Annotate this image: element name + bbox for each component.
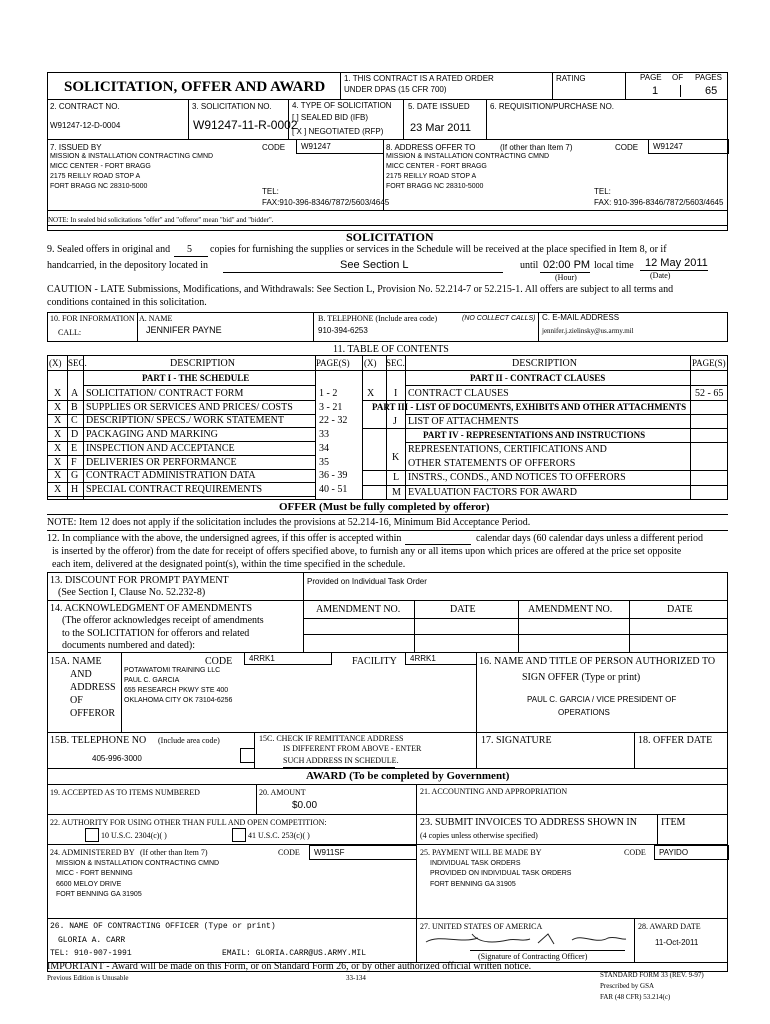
administered-line-1: MISSION & INSTALLATION CONTRACTING CMND [56,860,220,867]
toc-part-3: PART III - LIST OF DOCUMENTS, EXHIBITS AND OTHER ATTACHMENTS [372,402,687,412]
depository-location: See Section L [340,259,409,271]
stock-number: 33-134 [346,974,366,982]
contact-telephone: 910-394-6253 [318,326,368,335]
item16-label: 16. NAME AND TITLE OF PERSON AUTHORIZED TO [479,656,716,667]
info-label: 10. FOR INFORMATION [50,314,135,323]
negotiated-option: [ X ] NEGOTIATED (RFP) [292,127,384,136]
important-notice: IMPORTANT - Award will be made on this Form, or on Standard Form 26, or by other authorized official written notice. [47,961,532,972]
offer-to-line-2: MICC CENTER - FORT BRAGG [386,163,487,170]
item16-label-2: SIGN OFFER (Type or print) [522,672,641,683]
item15a-label: 15A. NAME [50,656,102,667]
award-heading: AWARD (To be completed by Government) [306,770,510,782]
contracting-officer-email: EMAIL: GLORIA.CARR@US.ARMY.MIL [222,949,367,958]
contact-name-label: A. NAME [139,314,173,323]
contracting-officer-signature [420,930,632,950]
toc-row-pages: 36 - 39 [319,470,348,481]
item15a-and: AND [70,669,92,680]
toc-row-pages: 40 - 51 [319,484,348,495]
toc-row-i-desc: CONTRACT CLAUSES [408,388,509,399]
offer-heading: OFFER (Must be fully completed by offeror) [279,501,490,513]
contact-name: JENNIFER PAYNE [146,325,222,335]
item25-label: 25. PAYMENT WILL BE MADE BY [420,848,542,857]
item18-label: 18. OFFER DATE [638,735,713,746]
contract-no-label: 2. CONTRACT NO. [50,102,120,111]
item15a-address: ADDRESS [70,682,116,693]
item12-note: NOTE: Item 12 does not apply if the solicitation includes the provisions at 52.214-16, Minimum Bid Acceptance Period. [47,517,531,528]
toc-row-desc: SPECIAL CONTRACT REQUIREMENTS [86,484,263,495]
toc-row-m-desc: EVALUATION FACTORS FOR AWARD [408,487,577,498]
email-label: C. E-MAIL ADDRESS [542,313,620,322]
item26-label: 26. NAME OF CONTRACTING OFFICER (Type or print) [50,922,276,931]
item9-copies: 5 [187,244,192,255]
issued-by-line-1: MISSION & INSTALLATION CONTRACTING CMND [50,153,214,160]
issued-by-line-2: MICC CENTER - FORT BRAGG [50,163,151,170]
item15c-label-3: SUCH ADDRESS IN SCHEDULE. [283,756,399,765]
item25-code-label: CODE [624,848,646,857]
offer-to-code: W91247 [648,139,729,154]
item15a-offeror: OFFEROR [70,708,116,719]
total-pages: 65 [705,85,718,97]
toc-heading: 11. TABLE OF CONTENTS [333,344,449,355]
facility-label: FACILITY [352,656,397,667]
toc-part-1: PART I - THE SCHEDULE [142,373,250,383]
offer-to-label: 8. ADDRESS OFFER TO [386,143,476,152]
item14-label: 14. ACKNOWLEDGMENT OF AMENDMENTS [50,603,253,614]
signer-title: OPERATIONS [558,708,610,717]
facility-code: 4RRK1 [405,652,477,665]
contracting-officer-name: GLORIA A. CARR [58,936,126,945]
item28-label: 28. AWARD DATE [638,922,701,931]
payment-line-3: FORT BENNING GA 31905 [430,881,516,888]
solicitation-heading: SOLICITATION [346,230,434,244]
item22-label: 22. AUTHORITY FOR USING OTHER THAN FULL AND OPEN COMPETITION: [50,818,327,827]
far-reference: FAR (48 CFR) 53.214(c) [600,993,671,1001]
item9-text-b: copies for furnishing the supplies or services in the Schedule will be received at the place specified in Item 8, or if [210,244,667,255]
toc-row-j-desc: LIST OF ATTACHMENTS [408,416,519,427]
telephone-label: B. TELEPHONE (Include area code) [318,314,438,323]
payment-line-2: PROVIDED ON INDIVIDUAL TASK ORDERS [430,870,572,877]
amendment-no-header-2: AMENDMENT NO. [528,604,613,615]
contracting-officer-tel: TEL: 910-907-1991 [50,949,132,958]
solicitation-no: W91247-11-R-0002 [193,118,298,132]
rated-order-label: 1. THIS CONTRACT IS A RATED ORDER [344,74,494,83]
toc-row-pages: 22 - 32 [319,415,348,426]
receipt-time: 02:00 PM [543,259,591,271]
date-caption: (Date) [650,271,671,280]
amendment-date-header-2: DATE [667,604,693,615]
page-number: 1 [652,85,659,97]
toc-row-desc: CONTRACT ADMINISTRATION DATA [86,470,256,481]
toc-row-x: X [54,429,62,440]
item15c-label: 15C. CHECK IF REMITTANCE ADDRESS [259,734,404,743]
issued-by-fax: FAX:910-396-8346/7872/5603/4645 [262,198,390,207]
no-collect-note: (NO COLLECT CALLS) [462,315,536,322]
item14-label-4: documents numbered and dated): [62,640,196,651]
offer-to-fax: FAX: 910-396-8346/7872/5603/4645 [594,198,724,207]
rating-label: RATING [556,74,586,83]
contact-email: jennifer.j.zielinsky@us.army.mil [542,327,634,335]
toc-row-x: X [54,388,62,399]
issued-by-code: W91247 [296,139,384,154]
toc-part-2: PART II - CONTRACT CLAUSES [470,373,606,383]
sealed-bid-option: [ ] SEALED BID (IFB) [292,113,369,122]
offeror-code: 4RRK1 [244,652,332,665]
issued-by-line-3: 2175 REILLY ROAD STOP A [50,173,141,180]
usc-253-checkbox[interactable] [232,828,246,842]
offer-to-line-3: 2175 REILLY ROAD STOP A [386,173,477,180]
toc-row-x: X [54,402,62,413]
toc-row-i-sec: I [394,388,398,399]
toc-row-sec: H [71,484,79,495]
offeror-line-4: OKLAHOMA CITY OK 73104-6256 [124,697,233,704]
award-amount: $0.00 [292,800,318,811]
item14-label-3: to the SOLICITATION for offerors and related [62,628,250,639]
toc-row-x: X [54,415,62,426]
item20-label: 20. AMOUNT [259,788,306,797]
solicitation-no-label: 3. SOLICITATION NO. [192,102,272,111]
toc-row-sec: F [71,457,77,468]
item23-note: (4 copies unless otherwise specified) [420,831,538,840]
toc-row-i-x: X [367,388,375,399]
call-label: CALL: [58,328,82,337]
offeror-line-3: 655 RESEARCH PKWY STE 400 [124,687,229,694]
toc-row-k-desc-1: REPRESENTATIONS, CERTIFICATIONS AND [408,444,607,455]
offer-to-note: (If other than Item 7) [500,143,573,152]
toc-row-l-desc: INSTRS., CONDS., AND NOTICES TO OFFERORS [408,472,626,483]
offeror-line-1: POTAWATOMI TRAINING LLC [124,667,221,674]
item12-line-2: is inserted by the offeror) from the date for receipt of offers specified above, to furnish any or all items upon which prices are offered at the price set opposite [52,546,682,557]
item13-value: Provided on Individual Task Order [307,577,427,586]
administered-line-3: 6600 MELOY DRIVE [56,881,122,888]
toc-row-desc: PACKAGING AND MARKING [86,429,218,440]
item15b-note: (Include area code) [158,736,220,745]
toc-row-pages: 35 [319,457,329,468]
toc-col-sec-right: SEC. [386,358,405,368]
item15b-label: 15B. TELEPHONE NO [50,735,147,746]
toc-row-x: X [54,443,62,454]
payment-line-1: INDIVIDUAL TASK ORDERS [430,860,521,867]
item9-text-a: 9. Sealed offers in original and [47,244,171,255]
item24-code: W911SF [309,845,417,860]
toc-row-x: X [54,457,62,468]
issued-by-label: 7. ISSUED BY [50,143,102,152]
toc-row-sec: E [71,443,78,454]
issued-by-code-label: CODE [262,143,286,152]
toc-row-m-sec: M [392,487,401,498]
offeror-line-2: PAUL C. GARCIA [124,677,180,684]
toc-col-desc-left: DESCRIPTION [170,358,236,369]
remittance-checkbox[interactable] [240,748,255,763]
item17-label: 17. SIGNATURE [481,735,552,746]
rated-order-label-2: UNDER DPAS (15 CFR 700) [344,85,447,94]
item23-label: 23. SUBMIT INVOICES TO ADDRESS SHOWN IN [420,817,637,828]
toc-col-desc-right: DESCRIPTION [512,358,578,369]
toc-col-pages-right: PAGE(S) [692,358,726,368]
offeror-telephone: 405-996-3000 [92,754,142,763]
caution-line-2: conditions contained in this solicitation. [47,297,207,308]
item23-item-label: ITEM [661,817,686,828]
prescribed-by: Prescribed by GSA [600,982,655,990]
administered-line-4: FORT BENNING GA 31905 [56,891,142,898]
toc-row-sec: G [71,470,79,481]
toc-row-x: X [54,470,62,481]
toc-row-k-desc-2: OTHER STATEMENTS OF OFFERORS [408,458,576,469]
usc-253-label: 41 U.S.C. 253(c)( ) [248,831,310,840]
toc-row-j-sec: J [393,416,397,427]
item21-label: 21. ACCOUNTING AND APPROPRIATION [420,787,568,796]
issued-by-tel: TEL: [262,187,279,196]
toc-row-x: X [54,484,62,495]
toc-row-desc: SOLICITATION/ CONTRACT FORM [86,388,244,399]
toc-row-sec: A [71,388,79,399]
toc-row-pages: 33 [319,429,329,440]
toc-row-k-sec: K [392,452,400,463]
toc-row-i-pages: 52 - 65 [695,388,724,399]
administered-line-2: MICC - FORT BENNING [56,870,133,877]
item12-line-3: each item, delivered at the designated point(s), within the time specified in the schedule. [52,559,406,570]
date-issued-label: 5. DATE ISSUED [408,102,470,111]
hour-caption: (Hour) [555,273,577,282]
toc-row-desc: DESCRIPTION/ SPECS./ WORK STATEMENT [86,415,284,426]
receipt-date: 12 May 2011 [645,257,708,269]
pages-label: PAGES [695,73,722,82]
offer-to-tel: TEL: [594,187,611,196]
amendment-no-header-1: AMENDMENT NO. [316,604,401,615]
toc-row-sec: D [71,429,79,440]
date-issued: 23 Mar 2011 [410,122,471,134]
item14-label-2: (The offeror acknowledges receipt of amendments [62,615,264,626]
toc-row-sec: C [71,415,78,426]
requisition-label: 6. REQUISITION/PURCHASE NO. [490,102,615,111]
toc-part-4: PART IV - REPRESENTATIONS AND INSTRUCTIONS [423,430,646,440]
item24-code-label: CODE [278,848,300,857]
issued-by-line-4: FORT BRAGG NC 28310-5000 [50,183,148,190]
offeror-code-label: CODE [205,656,233,667]
toc-row-pages: 3 - 21 [319,402,343,413]
solicitation-type-label: 4. TYPE OF SOLICITATION [292,101,392,110]
item27-label: 27. UNITED STATES OF AMERICA [420,922,543,931]
toc-row-desc: SUPPLIES OR SERVICES AND PRICES/ COSTS [86,402,293,413]
item25-code: PAYIDO [654,845,729,860]
of-label: OF [672,73,684,82]
contract-no: W91247-12-D-0004 [50,121,121,130]
toc-row-sec: B [71,402,78,413]
award-date: 11-Oct-2011 [655,938,699,947]
until-label: until [520,260,539,271]
toc-col-x-left: (X) [49,358,62,368]
local-time-label: local time [594,260,634,271]
item9-text-c: handcarried, in the depository located in [47,260,209,271]
toc-row-l-sec: L [393,472,400,483]
sealed-bid-note: NOTE: In sealed bid solicitations "offer" and "offeror" mean "bid" and "bidder". [48,216,274,224]
item19-label: 19. ACCEPTED AS TO ITEMS NUMBERED [50,788,200,797]
item24-note: (If other than Item 7) [140,848,208,857]
item12-line-1b: calendar days (60 calendar days unless a different period [476,533,703,544]
usc-2304-checkbox[interactable] [85,828,99,842]
toc-col-x-right: (X) [364,358,377,368]
item12-line-1: 12. In compliance with the above, the undersigned agrees, if this offer is accepted within [47,533,402,544]
toc-row-desc: DELIVERIES OR PERFORMANCE [86,457,237,468]
form-title: SOLICITATION, OFFER AND AWARD [64,79,326,95]
page-label: PAGE [640,73,662,82]
item13-label: 13. DISCOUNT FOR PROMPT PAYMENT [50,575,229,586]
item24-label: 24. ADMINISTERED BY [50,848,135,857]
usc-2304-label: 10 U.S.C. 2304(c)( ) [101,831,167,840]
caution-line-1: CAUTION - LATE Submissions, Modifications, and Withdrawals: See Section L, Provision No. 52.214-7 or 52.215-1. All offers are subject to all terms and [47,284,674,295]
amendment-date-header-1: DATE [450,604,476,615]
item15a-of: OF [70,695,83,706]
offer-to-code-label: CODE [615,143,639,152]
toc-row-pages: 1 - 2 [319,388,338,399]
toc-col-pages-left: PAGE(S) [316,358,350,368]
offer-to-line-4: FORT BRAGG NC 28310-5000 [386,183,484,190]
toc-row-desc: INSPECTION AND ACCEPTANCE [86,443,235,454]
signature-caption: (Signature of Contracting Officer) [478,952,588,961]
toc-row-pages: 34 [319,443,329,454]
previous-edition-note: Previous Edition is Unusable [47,974,129,982]
offer-to-line-1: MISSION & INSTALLATION CONTRACTING CMND [386,153,550,160]
standard-form-label: STANDARD FORM 33 (REV. 9-97) [600,971,704,979]
signer-name: PAUL C. GARCIA / VICE PRESIDENT OF [527,695,677,704]
toc-col-sec-left: SEC. [68,358,87,368]
item15c-label-2: IS DIFFERENT FROM ABOVE - ENTER [283,744,422,753]
item13-label-2: (See Section I, Clause No. 52.232-8) [58,587,206,598]
